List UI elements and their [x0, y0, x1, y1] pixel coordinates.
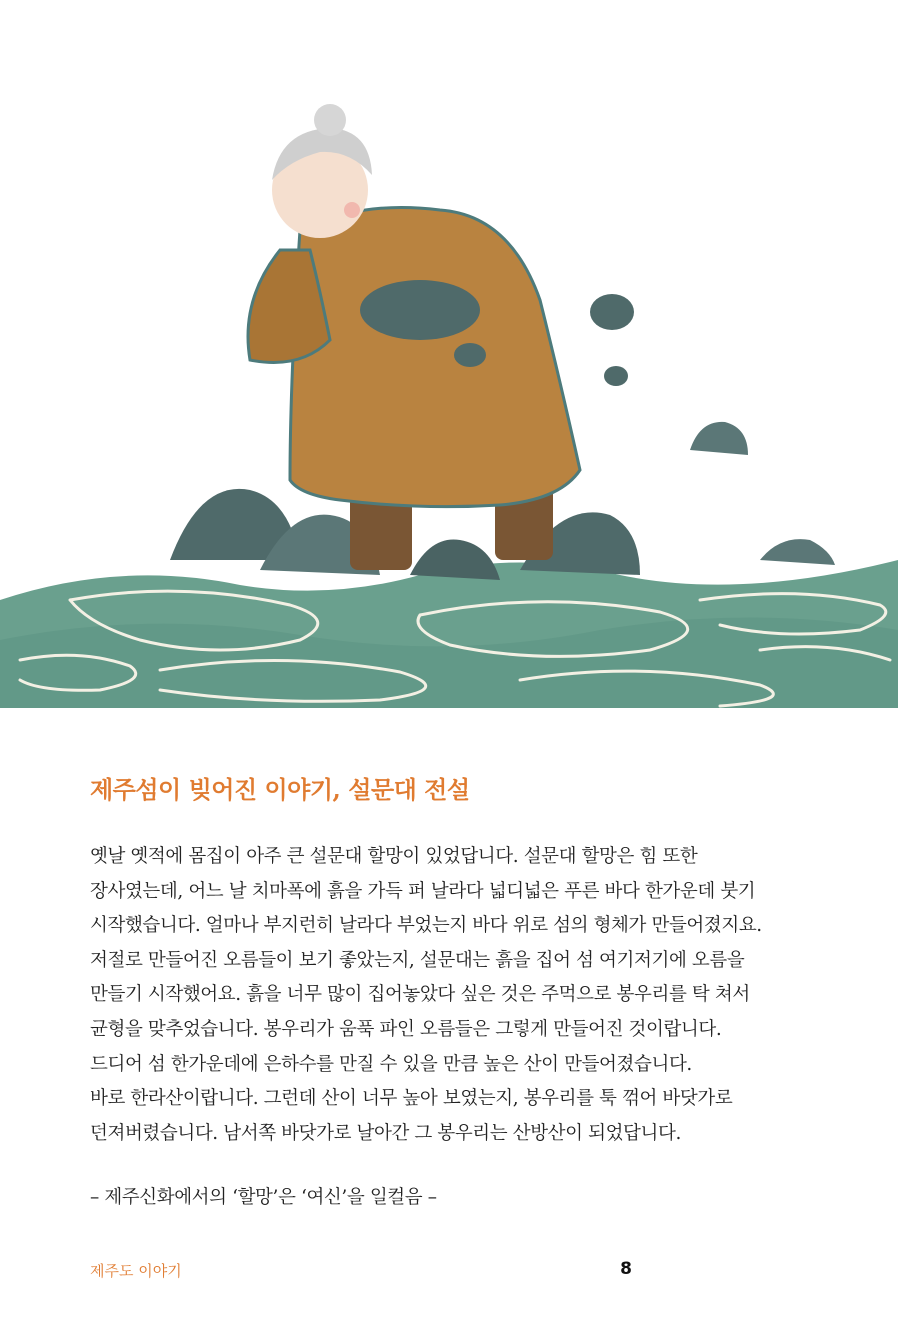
body-line: 만들기 시작했어요. 흙을 너무 많이 집어놓았다 싶은 것은 주먹으로 봉우리를 탁 쳐서: [90, 984, 750, 1006]
body-line: 드디어 섬 한가운데에 은하수를 만질 수 있을 만큼 높은 산이 만들어졌습니다.: [90, 1053, 692, 1075]
sea-illustration: [0, 560, 898, 708]
story-title: 제주섬이 빚어진 이야기, 설문대 전설: [90, 775, 470, 804]
body-line: 던져버렸습니다. 남서쪽 바닷가로 날아간 그 봉우리는 산방산이 되었답니다.: [90, 1122, 681, 1144]
story-body: [90, 840, 810, 1151]
body-line: 균형을 맞추었습니다. 봉우리가 움푹 파인 오름들은 그렇게 만들어진 것이랍니다.: [90, 1018, 722, 1040]
grandmother-figure: [248, 104, 580, 570]
footer-section-label: 제주도 이야기: [90, 1262, 182, 1280]
page-number: 8: [620, 1259, 632, 1279]
body-line: 장사였는데, 어느 날 치마폭에 흙을 가득 퍼 날라다 넓디넓은 푸른 바다 한가운데 붓기: [90, 880, 756, 902]
body-line: 바로 한라산이랍니다. 그런데 산이 너무 높아 보였는지, 봉우리를 툭 꺾어 바닷가로: [90, 1088, 733, 1110]
footnote: – 제주신화에서의 ‘할망’은 ‘여신’을 일컬음 –: [90, 1187, 437, 1208]
body-line: 저절로 만들어진 오름들이 보기 좋았는지, 설문대는 흙을 집어 섬 여기저기에 오름을: [90, 949, 745, 971]
falling-stones: [590, 294, 748, 455]
body-line: 시작했습니다. 얼마나 부지런히 날라다 부었는지 바다 위로 섬의 형체가 만들어졌지요.: [90, 915, 762, 937]
body-line: 옛날 옛적에 몸집이 아주 큰 설문대 할망이 있었답니다. 설문대 할망은 힘 또한: [90, 846, 698, 867]
